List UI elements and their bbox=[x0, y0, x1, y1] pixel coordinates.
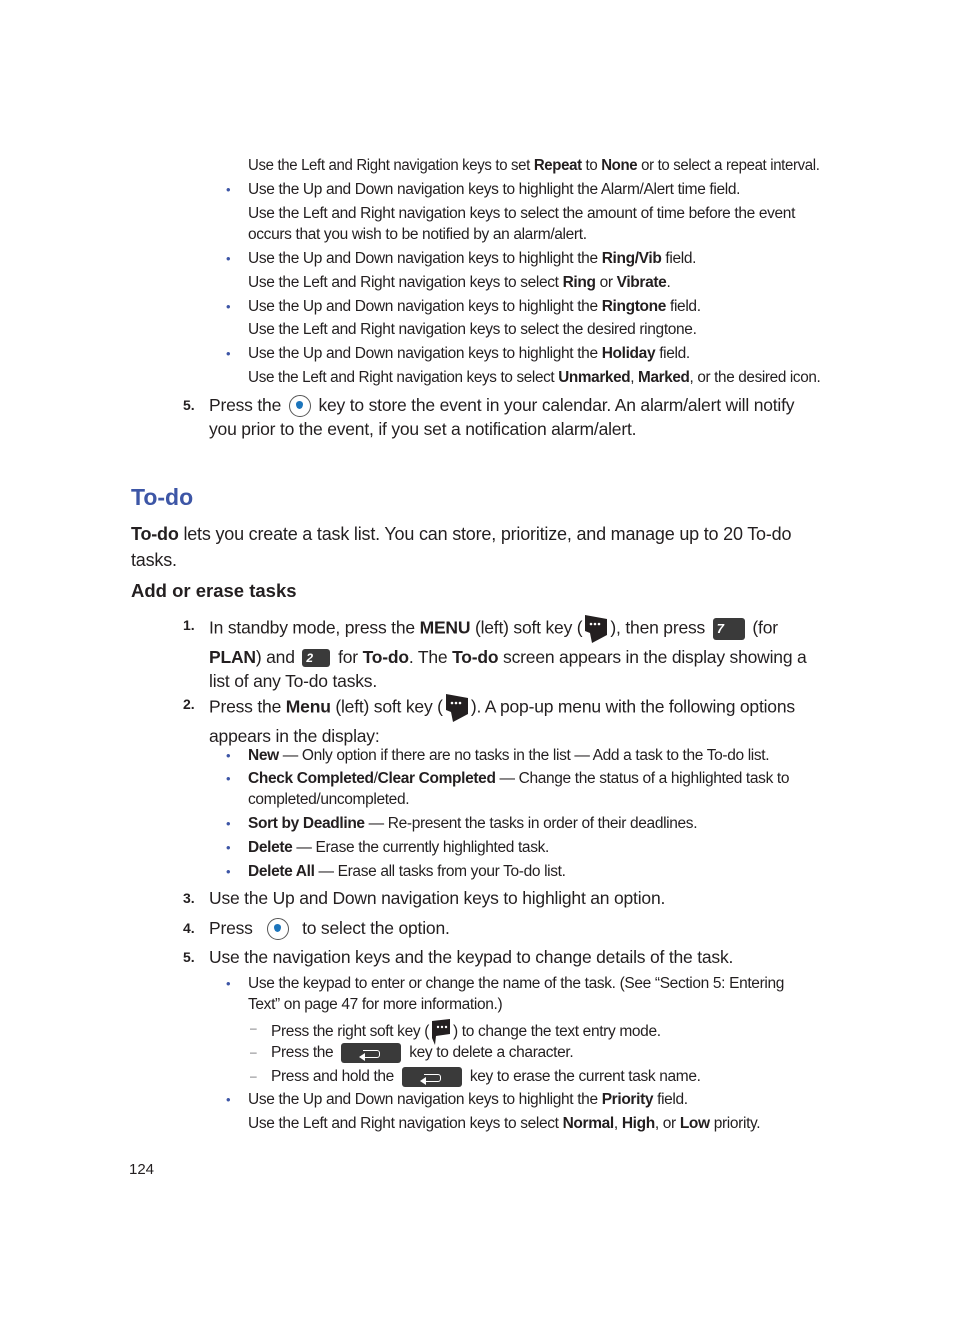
key-7-icon: 7 bbox=[713, 618, 745, 640]
step-number: 4. bbox=[183, 920, 195, 936]
bullet: • bbox=[226, 976, 231, 991]
priority-instruction: Use the Up and Down navigation keys to highlight the Priority field. bbox=[248, 1091, 688, 1108]
holiday-instruction: Use the Up and Down navigation keys to highlight the Holiday field. bbox=[248, 345, 690, 362]
bullet: • bbox=[226, 1092, 231, 1107]
menu-step: Press the Menu (left) soft key ( ). A pop-up menu with the following options appears in the display: bbox=[209, 692, 821, 748]
step-number: 3. bbox=[183, 890, 195, 906]
section-intro: To-do lets you create a task list. You can store, prioritize, and manage up to 20 To-do tasks. bbox=[131, 524, 792, 570]
erase-name-instruction: Press and hold the key to erase the current task name. bbox=[271, 1068, 701, 1085]
delete-character-instruction: Press the key to delete a character. bbox=[271, 1044, 574, 1061]
keypad-instruction: Use the keypad to enter or change the name of the task. (See “Section 5: Entering Text” on page 47 for more information.) bbox=[248, 975, 785, 1013]
holiday-detail: Use the Left and Right navigation keys to select Unmarked, Marked, or the desired icon. bbox=[248, 369, 821, 386]
ringtone-detail: Use the Left and Right navigation keys to select the desired ringtone. bbox=[248, 321, 697, 338]
right-soft-key-instruction: Press the right soft key ( ) to change the text entry mode. bbox=[271, 1018, 661, 1046]
standby-step: In standby mode, press the MENU (left) soft key ( ), then press 7 (for PLAN) and 2 for To-do. The To-do screen appears in the display showing a list of any To-do tasks. bbox=[209, 613, 821, 693]
bullet: • bbox=[226, 771, 231, 786]
bullet: • bbox=[226, 816, 231, 831]
edit-details-step: Use the navigation keys and the keypad to change details of the task. bbox=[209, 947, 734, 967]
step-number: 1. bbox=[183, 617, 195, 633]
store-event-step: Press the key to store the event in your calendar. An alarm/alert will notify you prior to the event, if you set a notification alarm/alert. bbox=[209, 395, 795, 440]
section-title: To-do bbox=[131, 484, 194, 510]
ok-key-icon bbox=[267, 918, 289, 940]
step-number: 5. bbox=[183, 949, 195, 965]
ok-key-icon bbox=[289, 395, 311, 417]
step-number: 2. bbox=[183, 696, 195, 712]
option-delete: Delete — Erase the currently highlighted task. bbox=[248, 839, 549, 856]
select-step: Press to select the option. bbox=[209, 916, 821, 940]
option-check-completed: Check Completed/Clear Completed — Change the status of a highlighted task to completed/uncompleted. bbox=[248, 770, 790, 808]
highlight-step: Use the Up and Down navigation keys to highlight an option. bbox=[209, 888, 666, 908]
repeat-instruction: Use the Left and Right navigation keys to set Repeat to None or to select a repeat interval. bbox=[248, 157, 820, 174]
left-soft-key-icon bbox=[584, 613, 608, 645]
option-sort-by-deadline: Sort by Deadline — Re-present the tasks in order of their deadlines. bbox=[248, 815, 698, 832]
back-key-icon bbox=[341, 1043, 401, 1063]
dash: – bbox=[250, 1021, 257, 1035]
alarm-instruction: Use the Up and Down navigation keys to highlight the Alarm/Alert time field. bbox=[248, 181, 741, 198]
page-number: 124 bbox=[129, 1161, 155, 1178]
priority-detail: Use the Left and Right navigation keys to select Normal, High, or Low priority. bbox=[248, 1115, 761, 1132]
bullet: • bbox=[226, 864, 231, 879]
back-key-icon bbox=[402, 1067, 462, 1087]
left-soft-key-icon bbox=[445, 692, 469, 724]
subsection-title: Add or erase tasks bbox=[131, 580, 297, 601]
option-delete-all: Delete All — Erase all tasks from your To-do list. bbox=[248, 863, 566, 880]
ringtone-instruction: Use the Up and Down navigation keys to highlight the Ringtone field. bbox=[248, 298, 701, 315]
ringvib-instruction: Use the Up and Down navigation keys to highlight the Ring/Vib field. bbox=[248, 250, 697, 267]
bullet: • bbox=[226, 251, 231, 266]
ringvib-detail: Use the Left and Right navigation keys to select Ring or Vibrate. bbox=[248, 274, 671, 291]
bullet: • bbox=[226, 182, 231, 197]
step-number: 5. bbox=[183, 397, 195, 413]
bullet: • bbox=[226, 299, 231, 314]
alarm-detail: Use the Left and Right navigation keys to select the amount of time before the event occurs that you wish to be notified by an alarm/alert. bbox=[248, 205, 796, 243]
bullet: • bbox=[226, 346, 231, 361]
dash: – bbox=[250, 1045, 257, 1059]
bullet: • bbox=[226, 840, 231, 855]
dash: – bbox=[250, 1069, 257, 1083]
option-new: New — Only option if there are no tasks in the list — Add a task to the To-do list. bbox=[248, 747, 770, 764]
bullet: • bbox=[226, 748, 231, 763]
key-2-icon: 2 bbox=[302, 649, 330, 667]
